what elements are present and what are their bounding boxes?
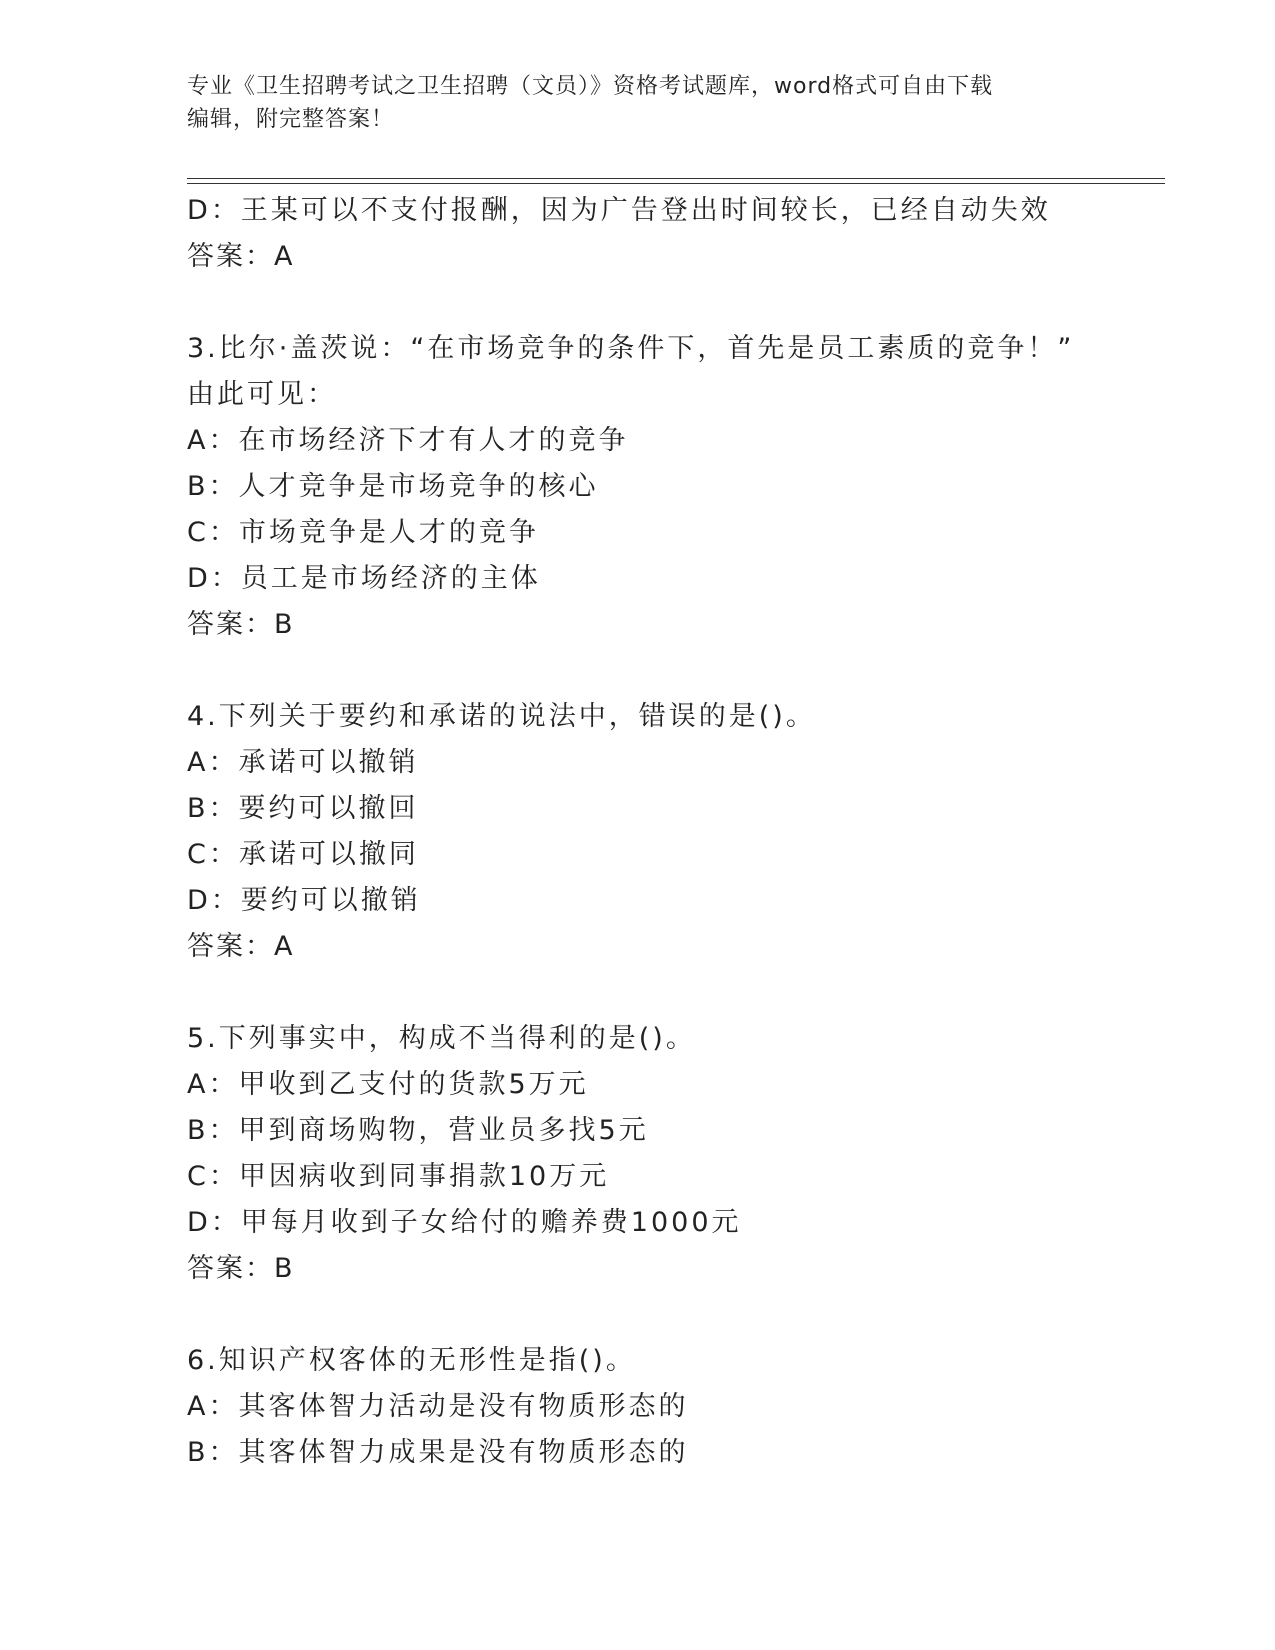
question-stem: 5.下列事实中，构成不当得利的是()。 bbox=[187, 1023, 696, 1054]
option-d: D：要约可以撤销 bbox=[187, 885, 421, 916]
header-line-1: 专业《卫生招聘考试之卫生招聘（文员）》资格考试题库，word格式可自由下载 bbox=[187, 74, 994, 99]
answer-line: 答案：B bbox=[187, 1253, 295, 1284]
question-6 bbox=[187, 1338, 1087, 1476]
option-a: A：甲收到乙支付的货款5万元 bbox=[187, 1069, 589, 1100]
option-b: B：人才竞争是市场竞争的核心 bbox=[187, 471, 599, 502]
option-d: D：王某可以不支付报酬，因为广告登出时间较长，已经自动失效 bbox=[187, 195, 1051, 226]
document-header bbox=[187, 70, 1087, 136]
answer-line: 答案：A bbox=[187, 931, 295, 962]
question-stem: 6.知识产权客体的无形性是指()。 bbox=[187, 1345, 636, 1376]
header-divider-top bbox=[187, 178, 1165, 179]
option-c: C：市场竞争是人才的竞争 bbox=[187, 517, 539, 548]
option-d: D：甲每月收到子女给付的赡养费1000元 bbox=[187, 1207, 742, 1238]
option-b: B：甲到商场购物，营业员多找5元 bbox=[187, 1115, 649, 1146]
question-stem-continued: 由此可见： bbox=[187, 379, 337, 410]
answer-line: 答案：B bbox=[187, 609, 295, 640]
option-a: A：其客体智力活动是没有物质形态的 bbox=[187, 1391, 689, 1422]
question-3 bbox=[187, 326, 1087, 648]
option-a: A：承诺可以撤销 bbox=[187, 747, 419, 778]
question-5 bbox=[187, 1016, 1087, 1292]
answer-line: 答案：A bbox=[187, 241, 295, 272]
header-line-2: 编辑，附完整答案！ bbox=[187, 107, 395, 132]
option-c: C：甲因病收到同事捐款10万元 bbox=[187, 1161, 610, 1192]
option-b: B：要约可以撤回 bbox=[187, 793, 419, 824]
question-list bbox=[187, 188, 1087, 1476]
question-stem: 3.比尔·盖茨说：“在市场竞争的条件下，首先是员工素质的竞争！” bbox=[187, 333, 1075, 364]
option-a: A：在市场经济下才有人才的竞争 bbox=[187, 425, 629, 456]
question-stem: 4.下列关于要约和承诺的说法中，错误的是()。 bbox=[187, 701, 816, 732]
question-2-fragment bbox=[187, 188, 1087, 280]
question-4 bbox=[187, 694, 1087, 970]
option-b: B：其客体智力成果是没有物质形态的 bbox=[187, 1437, 689, 1468]
option-c: C：承诺可以撤同 bbox=[187, 839, 419, 870]
option-d: D：员工是市场经济的主体 bbox=[187, 563, 541, 594]
header-divider-bottom bbox=[187, 183, 1165, 184]
